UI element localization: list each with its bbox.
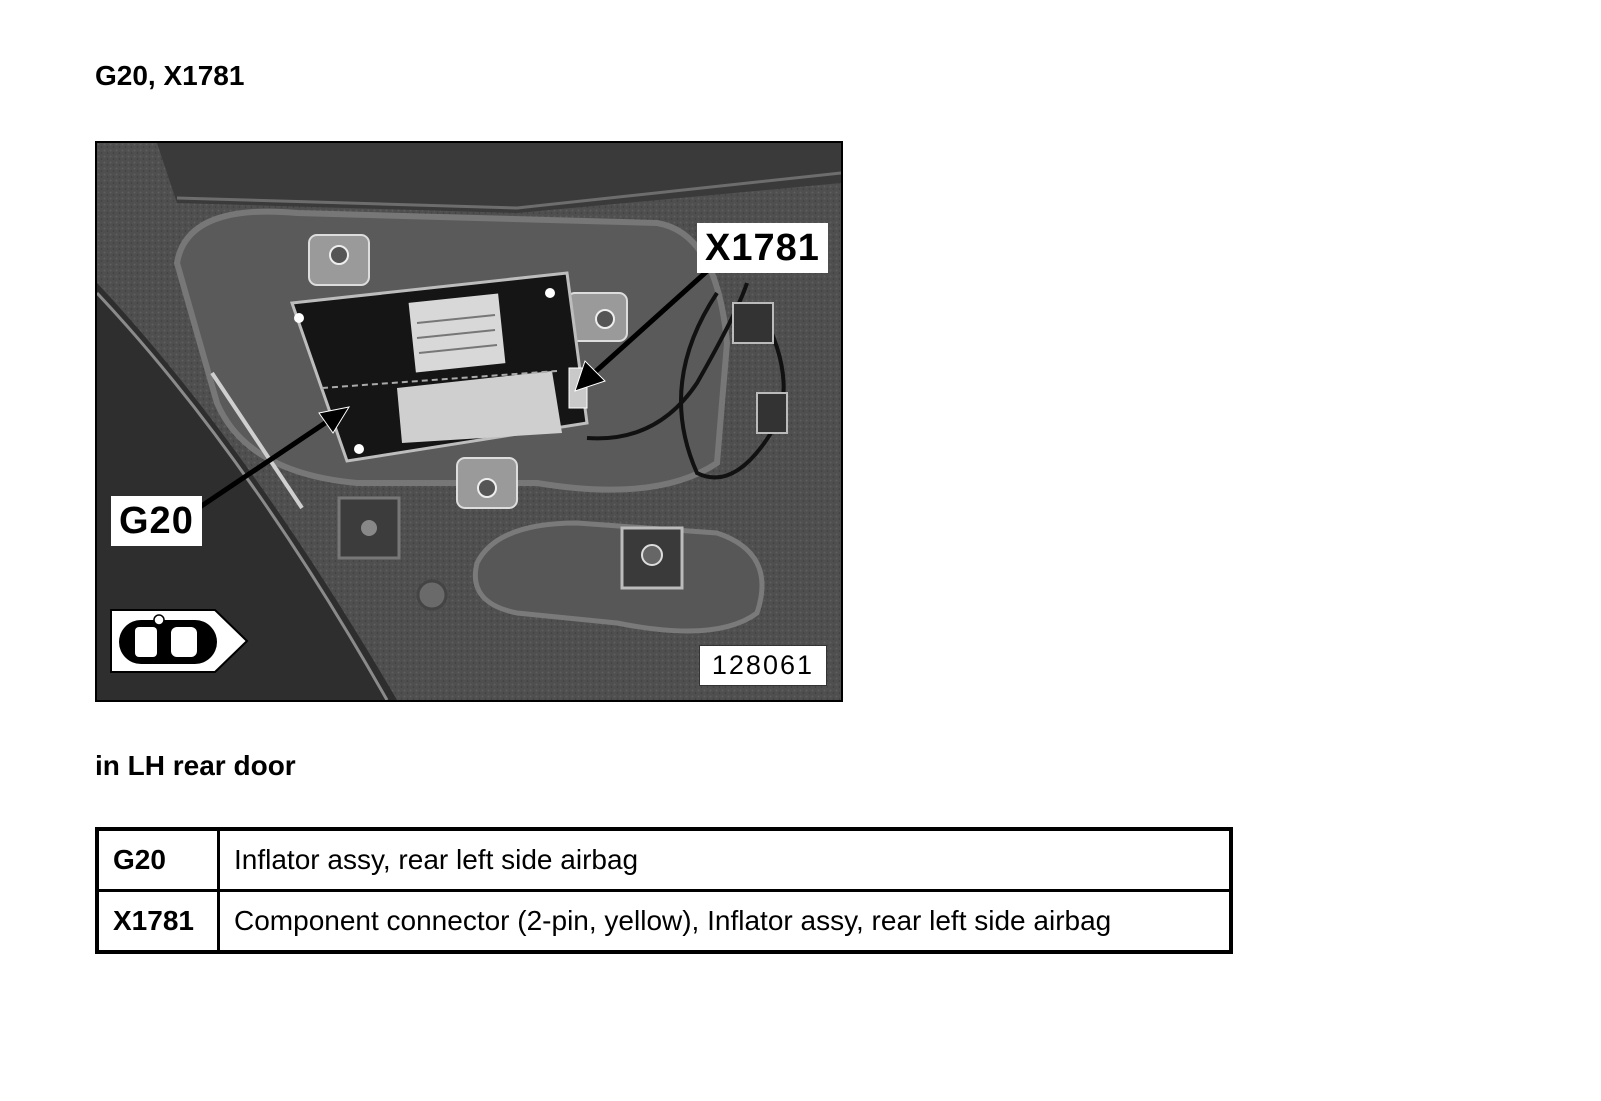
location-label: in LH rear door bbox=[95, 750, 296, 781]
component-photo bbox=[95, 141, 843, 702]
callout-g20: G20 bbox=[111, 496, 202, 546]
legend-table bbox=[95, 827, 1233, 954]
component-description: Inflator assy, rear left side airbag bbox=[219, 829, 1232, 891]
component-description: Component connector (2-pin, yellow), Inflator assy, rear left side airbag bbox=[219, 891, 1232, 953]
table-row bbox=[97, 891, 1231, 953]
figure-number: 128061 bbox=[699, 645, 827, 686]
page-title: G20, X1781 bbox=[95, 60, 245, 91]
table-row bbox=[97, 829, 1231, 891]
callout-x1781: X1781 bbox=[697, 223, 828, 273]
component-code: G20 bbox=[97, 829, 219, 891]
component-code: X1781 bbox=[97, 891, 219, 953]
